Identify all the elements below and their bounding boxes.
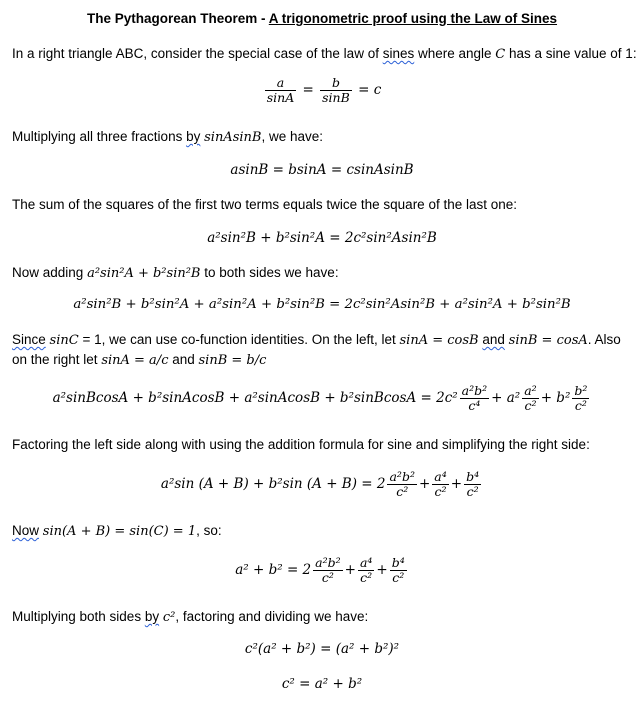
title-underlined: A trigonometric proof using the Law of Sines — [268, 11, 558, 26]
fraction-b4-over-c2-b: $\frac{\text{b⁴}}{\text{c²}}$ — [391, 555, 405, 585]
equation-5: a²sinBcosA + b²sinAcosB + a²sinAcosB + b²sinBcosA = 2c² $\frac{\text{a²b²}}{\text{c⁴}}$ + a² $\frac{\text{a²}}{\text{c²}}$ + b² $\frac{\text{b²}}{\text{c²}}$ — [52, 383, 588, 413]
equation-4: a²sin²B + b²sin²A + a²sin²A + b²sin²B = 2c²sin²Asin²B + a²sin²A + b²sin²B — [73, 297, 571, 312]
fraction-a4-over-c2-b: $\frac{\text{a⁴}}{\text{c²}}$ — [359, 555, 373, 585]
paragraph-multiplying-both-sides: Multiplying both sides by c², factoring and dividing we have: — [12, 609, 369, 625]
fraction-b4-over-c2: $\frac{\text{b⁴}}{\text{c²}}$ — [466, 469, 480, 499]
fraction-a2b2-over-c2: $\frac{\text{a²b²}}{\text{c²}}$ — [389, 469, 415, 499]
equation-3: a²sin²B + b²sin²A = 2c²sin²Asin²B — [207, 230, 437, 246]
fraction-b-over-sinB: $\frac{b}{\sin B}$ — [322, 75, 350, 105]
equation-9-pythagorean-theorem: c² = a² + b² — [281, 676, 363, 692]
fraction-a-over-sinA: $\frac{a}{\sin A}$ — [266, 75, 295, 105]
fraction-b2-over-c2: $\frac{\text{b²}}{\text{c²}}$ — [574, 383, 588, 413]
spellcheck-word-by-2: by — [144, 609, 160, 624]
spellcheck-word-since: Since — [12, 332, 46, 347]
equation-2: asinB = bsinA = csinAsinB — [230, 162, 414, 178]
document-title — [0, 11, 644, 26]
paragraph-factoring: Factoring the left side along with using the addition formula for sine and simplifying the right side: — [12, 437, 590, 452]
equation-7: a² + b² = 2 $\frac{\text{a²b²}}{\text{c²}}$ + $\frac{\text{a⁴}}{\text{c²}}$ + $\frac{\text{b⁴}}{\text{c²}}$ — [235, 555, 405, 585]
paragraph-multiplying-fractions: Multiplying all three fractions by sinAsinB, we have: — [12, 129, 324, 145]
equation-6: a²sin (A + B) + b²sin (A + B) = 2 $\frac{\text{a²b²}}{\text{c²}}$ + $\frac{\text{a⁴}}{\text{c²}}$ + $\frac{\text{b⁴}}{\text{c²}}$ — [160, 469, 480, 499]
spellcheck-word-sines: sines — [382, 46, 415, 61]
title-prefix: The Pythagorean Theorem - — [86, 11, 269, 26]
equation-law-of-sines: $\frac{a}{\sin A}$ = $\frac{b}{\sin B}$ = c — [266, 75, 382, 105]
paragraph-law-of-sines: In a right triangle ABC, consider the special case of the law of sines where angle C has a sine value of 1: — [12, 46, 637, 62]
paragraph-now-so: Now sin(A + B) = sin(C) = 1, so: — [12, 523, 222, 539]
spellcheck-word-by: by — [186, 129, 201, 144]
equation-8: c²(a² + b²) = (a² + b²)² — [244, 641, 400, 657]
paragraph-sum-of-squares: The sum of the squares of the first two terms equals twice the square of the last one: — [12, 197, 518, 212]
fraction-a2b2-over-c2-b: $\frac{\text{a²b²}}{\text{c²}}$ — [315, 555, 341, 585]
fraction-a2-over-c2: $\frac{\text{a²}}{\text{c²}}$ — [524, 383, 537, 413]
fraction-a4-over-c2: $\frac{\text{a⁴}}{\text{c²}}$ — [434, 469, 447, 499]
fraction-a2b2-over-c4: $\frac{\text{a²b²}}{\text{c⁴}}$ — [461, 383, 488, 413]
paragraph-now-adding: Now adding a²sin²A + b²sin²B to both sides we have: — [12, 265, 339, 281]
paragraph-cofunction: Since sinC = 1, we can use co-function identities. On the left, let sinA = cosB and sinB = cosA. Also on the right let sinA = a/c and sinB = b/c — [12, 332, 621, 368]
spellcheck-word-now: Now — [12, 523, 40, 538]
spellcheck-word-and: and — [482, 332, 505, 347]
